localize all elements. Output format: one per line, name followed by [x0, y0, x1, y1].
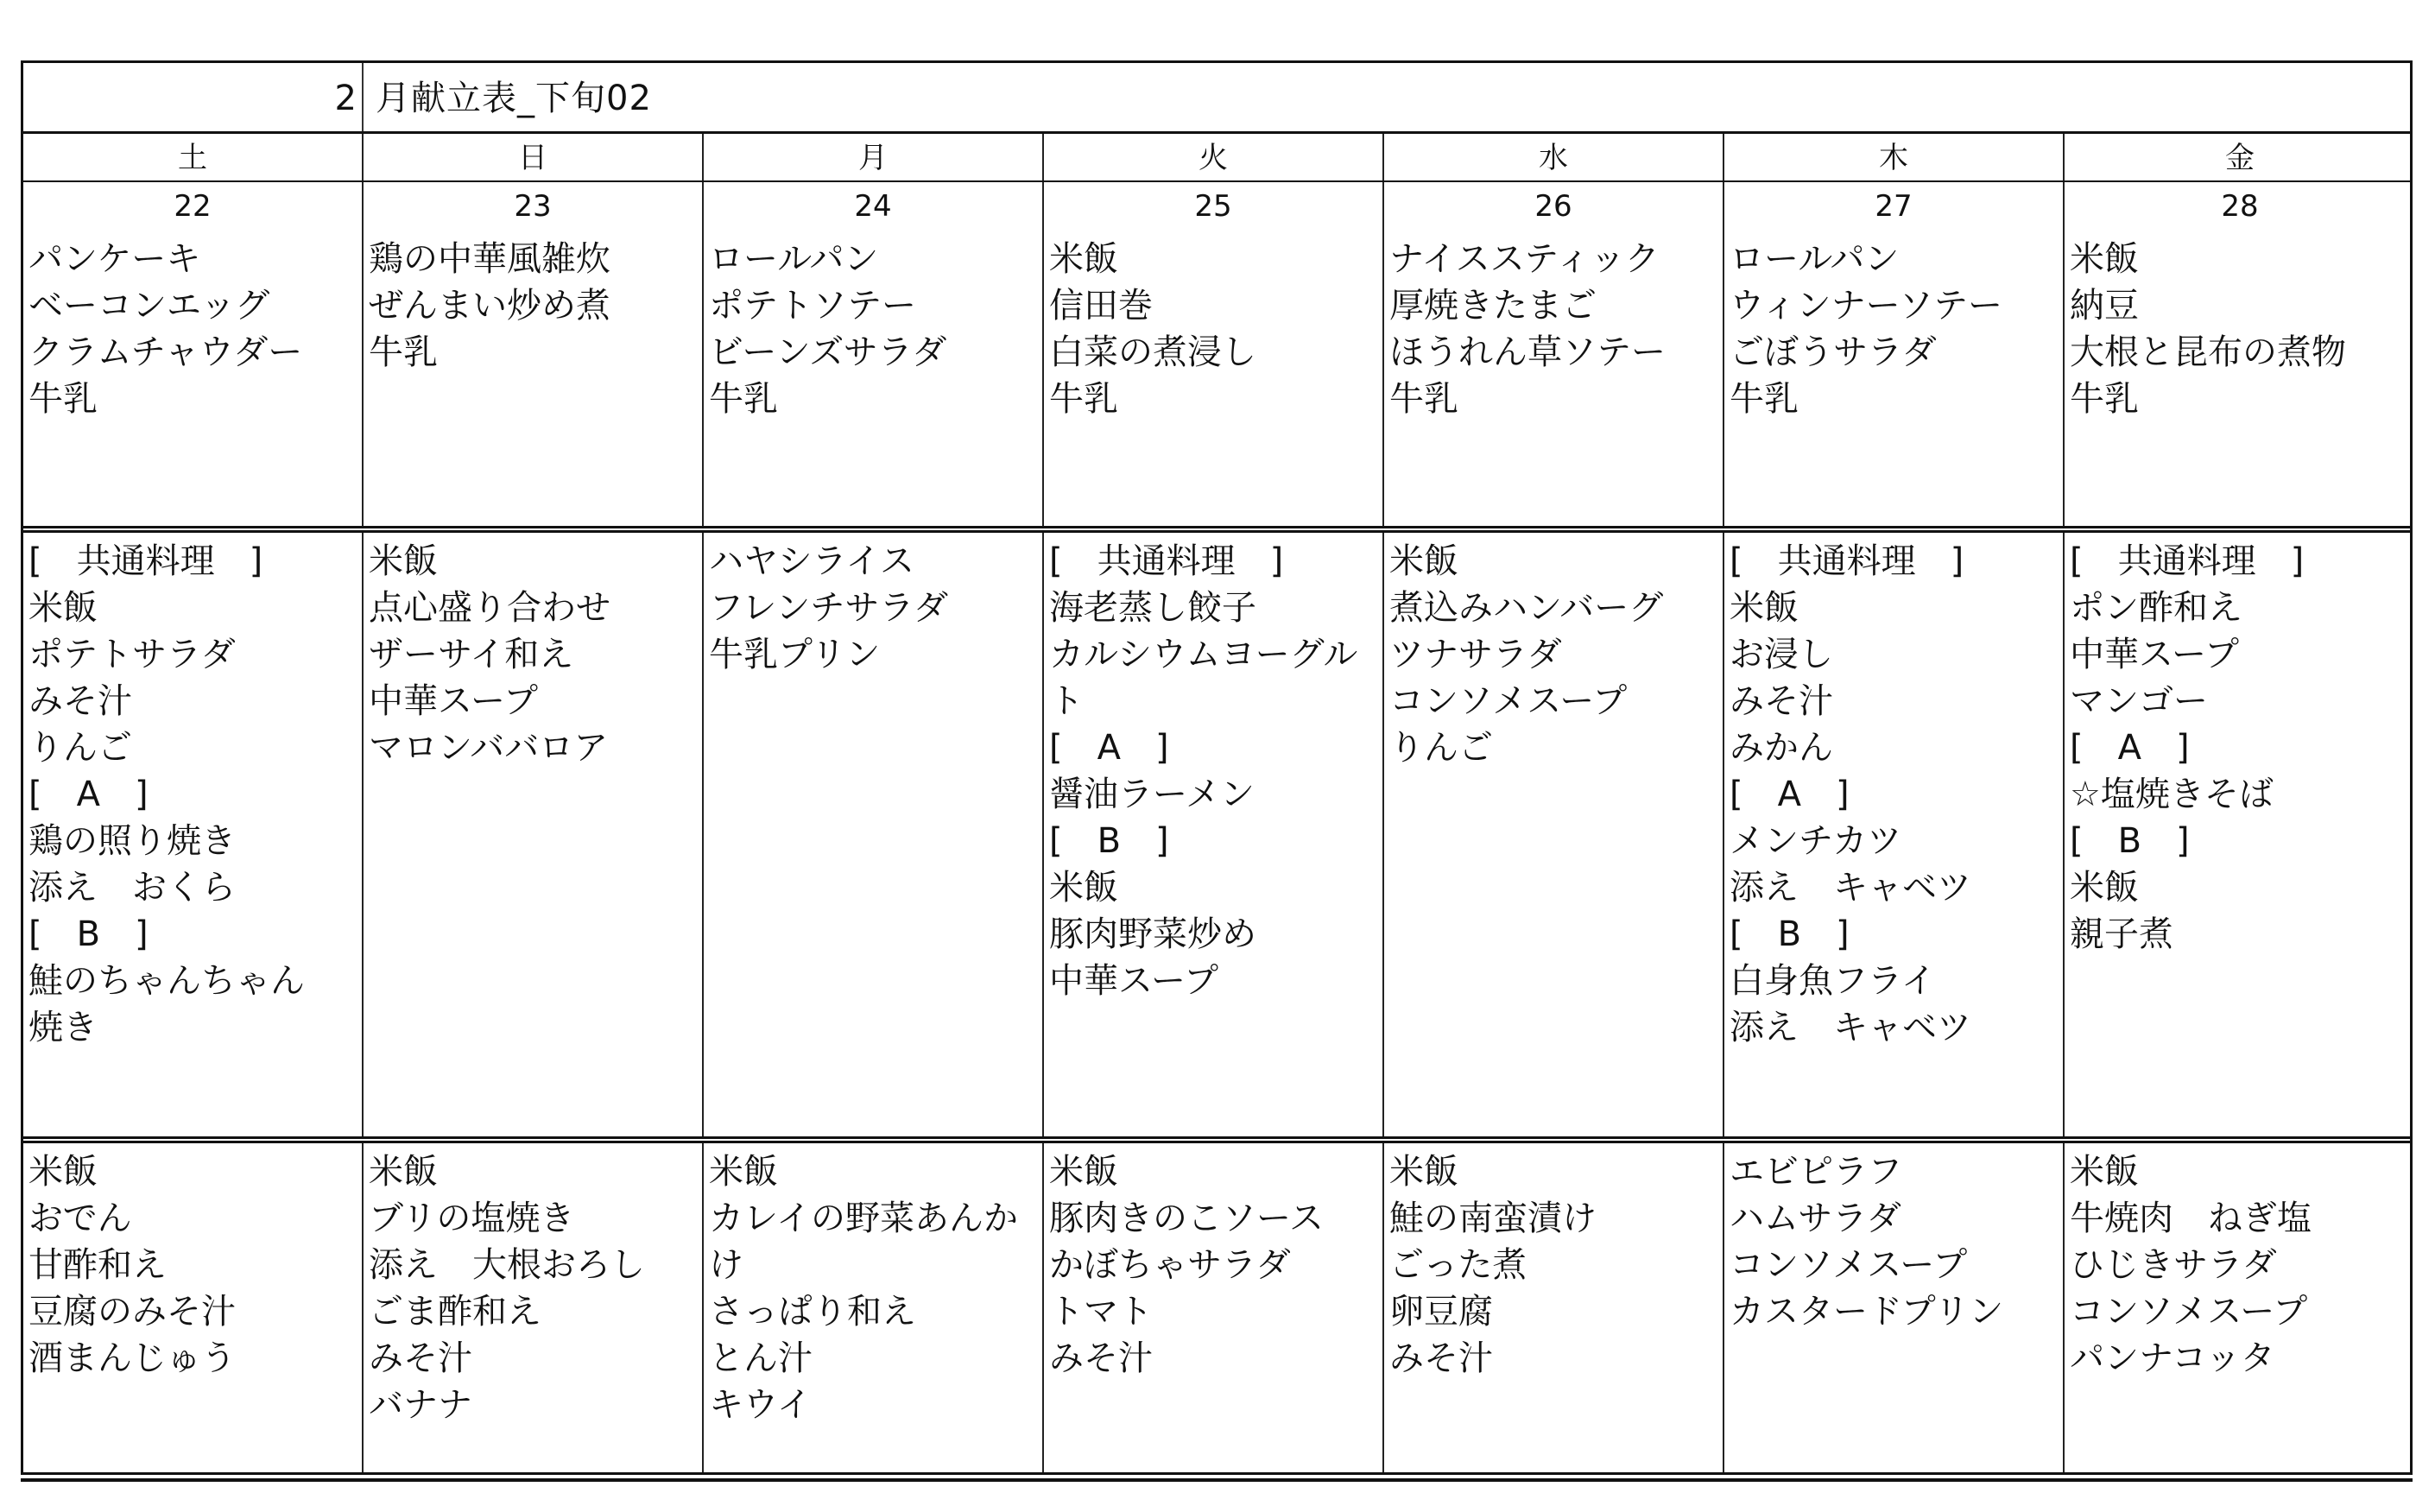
- menu-item: みそ汁: [1049, 1338, 1153, 1378]
- menu-item: 添え キャベツ: [1730, 868, 1971, 908]
- menu-item: 米飯: [709, 1152, 778, 1192]
- menu-item: 牛乳: [369, 332, 438, 372]
- date-header-2: 24: [704, 182, 1044, 231]
- menu-item: 白身魚フライ: [1730, 961, 1936, 1001]
- lunch-cell: [1044, 533, 1384, 1136]
- menu-item: 米飯: [28, 1152, 98, 1192]
- menu-item: [ B ]: [2070, 821, 2190, 861]
- breakfast-cell: [1044, 231, 1384, 526]
- menu-item: ト: [1049, 681, 1084, 721]
- menu-item: 米飯: [369, 1152, 438, 1192]
- lunch-cell: [364, 533, 704, 1136]
- menu-item: カルシウムヨーグル: [1049, 635, 1358, 674]
- menu-item: 中華スープ: [369, 681, 538, 721]
- menu-item: 大根と昆布の煮物: [2070, 332, 2346, 372]
- menu-item: 中華スープ: [1049, 961, 1218, 1001]
- menu-item: ごま酢和え: [369, 1292, 541, 1332]
- weekday-header-0: 土: [23, 134, 364, 180]
- menu-item: 点心盛り合わせ: [369, 588, 610, 628]
- menu-item: カレイの野菜あんか: [709, 1199, 1018, 1238]
- menu-item: 鶏の照り焼き: [28, 821, 236, 861]
- menu-item: 親子煮: [2070, 914, 2173, 954]
- menu-item: フレンチサラダ: [709, 588, 948, 628]
- menu-item: 牛乳: [1049, 379, 1118, 419]
- menu-item: ロールパン: [1730, 239, 1900, 279]
- menu-item: ひじきサラダ: [2070, 1245, 2277, 1285]
- menu-item: 信田巻: [1049, 286, 1153, 326]
- menu-item: [ A ]: [1730, 775, 1850, 814]
- date-header-6: 28: [2221, 189, 2259, 224]
- menu-item: [ 共通料理 ]: [1049, 541, 1284, 581]
- bottom-rule: [21, 1478, 2413, 1482]
- date-header-1: 23: [364, 182, 704, 231]
- menu-item: バナナ: [369, 1385, 472, 1425]
- dinner-cell: [1724, 1143, 2065, 1472]
- menu-item: ごった煮: [1389, 1245, 1527, 1285]
- menu-item: 米飯: [1049, 868, 1118, 908]
- menu-item: 牛乳: [1389, 379, 1458, 419]
- menu-item: [ A ]: [2070, 728, 2190, 768]
- menu-item: お浸し: [1730, 635, 1833, 674]
- menu-item: パンナコッタ: [2070, 1338, 2275, 1378]
- menu-item: ロールパン: [709, 239, 879, 279]
- menu-item: ツナサラダ: [1389, 635, 1562, 674]
- menu-item: コンソメスープ: [1730, 1245, 1968, 1285]
- weekday-header-3: 火: [1044, 134, 1384, 180]
- lunch-cell: [1724, 533, 2065, 1136]
- date-header-0: 22: [23, 182, 364, 231]
- menu-item: 米飯: [369, 541, 438, 581]
- menu-item: みそ汁: [369, 1338, 472, 1378]
- menu-item: クラムチャウダー: [28, 332, 303, 372]
- breakfast-row: [23, 231, 2410, 533]
- menu-item: 豚肉きのこソース: [1049, 1199, 1324, 1238]
- weekday-header-4: 水: [1384, 134, 1724, 180]
- menu-item: ハムサラダ: [1730, 1199, 1901, 1238]
- menu-item: 豆腐のみそ汁: [28, 1292, 236, 1332]
- breakfast-cell: [364, 231, 704, 526]
- title-row: [23, 63, 2410, 134]
- menu-item: 米飯: [1049, 1152, 1118, 1192]
- breakfast-cell: [1384, 231, 1724, 526]
- weekday-header-2: 月: [704, 134, 1044, 180]
- menu-item: マロンババロア: [369, 728, 609, 768]
- menu-item: 米飯: [2070, 239, 2139, 279]
- menu-item: ごぼうサラダ: [1730, 332, 1937, 372]
- lunch-cell: [2065, 533, 2415, 1136]
- menu-item: かぼちゃサラダ: [1049, 1245, 1291, 1285]
- menu-item: 納豆: [2070, 286, 2139, 326]
- dinner-cell: [2065, 1143, 2415, 1472]
- menu-item: 鶏の中華風雑炊: [369, 239, 610, 279]
- dinner-cell: [23, 1143, 364, 1472]
- menu-item: みそ汁: [28, 681, 132, 721]
- menu-item: みそ汁: [1730, 681, 1833, 721]
- menu-item: [ 共通料理 ]: [1730, 541, 1964, 581]
- weekday-header-row: [23, 134, 2410, 182]
- menu-item: 鮭のちゃんちゃん: [28, 961, 305, 1001]
- menu-item: ビーンズサラダ: [709, 332, 947, 372]
- weekday-header-6: 金: [2225, 141, 2255, 175]
- menu-item: 米飯: [1389, 1152, 1458, 1192]
- menu-item: ベーコンエッグ: [28, 286, 270, 326]
- menu-item: 添え 大根おろし: [369, 1245, 645, 1285]
- menu-item: みそ汁: [1389, 1338, 1493, 1378]
- menu-item: 焼き: [28, 1008, 98, 1047]
- menu-item: ブリの塩焼き: [369, 1199, 575, 1238]
- menu-item: 牛乳: [2070, 379, 2139, 419]
- menu-item: ポテトサラダ: [28, 635, 236, 674]
- menu-item: りんご: [1389, 728, 1493, 768]
- menu-item: [ B ]: [28, 914, 149, 954]
- menu-item: 白菜の煮浸し: [1049, 332, 1256, 372]
- menu-item: 米飯: [1730, 588, 1799, 628]
- menu-item: パンケーキ: [28, 239, 201, 279]
- menu-item: 海老蒸し餃子: [1049, 588, 1256, 628]
- menu-item: ポン酢和え: [2070, 588, 2242, 628]
- menu-item: キウイ: [709, 1385, 812, 1425]
- date-header-3: 25: [1044, 182, 1384, 231]
- menu-item: みかん: [1730, 728, 1833, 768]
- lunch-cell: [704, 533, 1044, 1136]
- menu-item: [ 共通料理 ]: [2070, 541, 2305, 581]
- menu-item: 牛乳: [1730, 379, 1799, 419]
- breakfast-cell: [2065, 231, 2415, 526]
- menu-item: おでん: [28, 1199, 132, 1238]
- menu-item: ウィンナーソテー: [1730, 286, 2002, 326]
- menu-item: ポテトソテー: [709, 286, 916, 326]
- lunch-row: [23, 533, 2410, 1143]
- menu-item: 牛乳プリン: [709, 635, 881, 674]
- date-header-5: 27: [1724, 182, 2065, 231]
- menu-item: ☆塩焼きそば: [2070, 775, 2274, 814]
- menu-item: ハヤシライス: [709, 541, 914, 581]
- dinner-cell: [704, 1143, 1044, 1472]
- menu-item: 米飯: [2070, 868, 2139, 908]
- menu-item: りんご: [28, 728, 132, 768]
- dinner-cell: [364, 1143, 704, 1472]
- menu-item: 添え キャベツ: [1730, 1008, 1971, 1047]
- menu-item: メンチカツ: [1730, 821, 1902, 861]
- menu-item: 醤油ラーメン: [1049, 775, 1255, 814]
- menu-item: 中華スープ: [2070, 635, 2239, 674]
- menu-item: [ A ]: [28, 775, 149, 814]
- menu-item: コンソメスープ: [1389, 681, 1628, 721]
- menu-item: ぜんまい炒め煮: [369, 286, 610, 326]
- weekday-header-1: 日: [364, 134, 704, 180]
- menu-item: 米飯: [1049, 239, 1118, 279]
- menu-item: トマト: [1049, 1292, 1153, 1332]
- menu-item: [ B ]: [1730, 914, 1850, 954]
- page-title: 月献立表_下旬02: [376, 79, 652, 118]
- lunch-cell: [23, 533, 364, 1136]
- menu-item: 煮込みハンバーグ: [1389, 588, 1664, 628]
- breakfast-cell: [704, 231, 1044, 526]
- menu-item: 甘酢和え: [28, 1245, 167, 1285]
- menu-item: とん汁: [709, 1338, 813, 1378]
- menu-item: ザーサイ和え: [369, 635, 574, 674]
- menu-item: [ A ]: [1049, 728, 1169, 768]
- menu-item: 米飯: [1389, 541, 1458, 581]
- menu-item: 牛乳: [709, 379, 778, 419]
- menu-item: 酒まんじゅう: [28, 1338, 236, 1378]
- menu-item: け: [709, 1245, 743, 1285]
- menu-item: 米飯: [28, 588, 98, 628]
- menu-table: [21, 60, 2413, 1475]
- dinner-row: [23, 1143, 2410, 1472]
- title-month: 2: [23, 63, 364, 131]
- menu-item: カスタードプリン: [1730, 1292, 2004, 1332]
- menu-item: 牛乳: [28, 379, 98, 419]
- menu-item: 豚肉野菜炒め: [1049, 914, 1256, 954]
- menu-item: 鮭の南蛮漬け: [1389, 1199, 1597, 1238]
- menu-item: エビピラフ: [1730, 1152, 1902, 1192]
- date-header-4: 26: [1384, 182, 1724, 231]
- menu-item: [ B ]: [1049, 821, 1169, 861]
- menu-item: さっぱり和え: [709, 1292, 916, 1332]
- weekday-header-5: 木: [1724, 134, 2065, 180]
- menu-item: 厚焼きたまご: [1389, 286, 1597, 326]
- menu-item: 牛焼肉 ねぎ塩: [2070, 1199, 2312, 1238]
- date-header-row: [23, 182, 2410, 231]
- menu-item: 添え おくら: [28, 868, 236, 908]
- breakfast-cell: [1724, 231, 2065, 526]
- dinner-cell: [1384, 1143, 1724, 1472]
- menu-item: 卵豆腐: [1389, 1292, 1493, 1332]
- menu-item: コンソメスープ: [2070, 1292, 2308, 1332]
- menu-item: マンゴー: [2070, 681, 2208, 721]
- lunch-cell: [1384, 533, 1724, 1136]
- breakfast-cell: [23, 231, 364, 526]
- menu-item: ほうれん草ソテー: [1389, 332, 1666, 372]
- menu-item: 米飯: [2070, 1152, 2139, 1192]
- dinner-cell: [1044, 1143, 1384, 1472]
- menu-item: ナイススティック: [1389, 239, 1660, 279]
- menu-item: [ 共通料理 ]: [28, 541, 263, 581]
